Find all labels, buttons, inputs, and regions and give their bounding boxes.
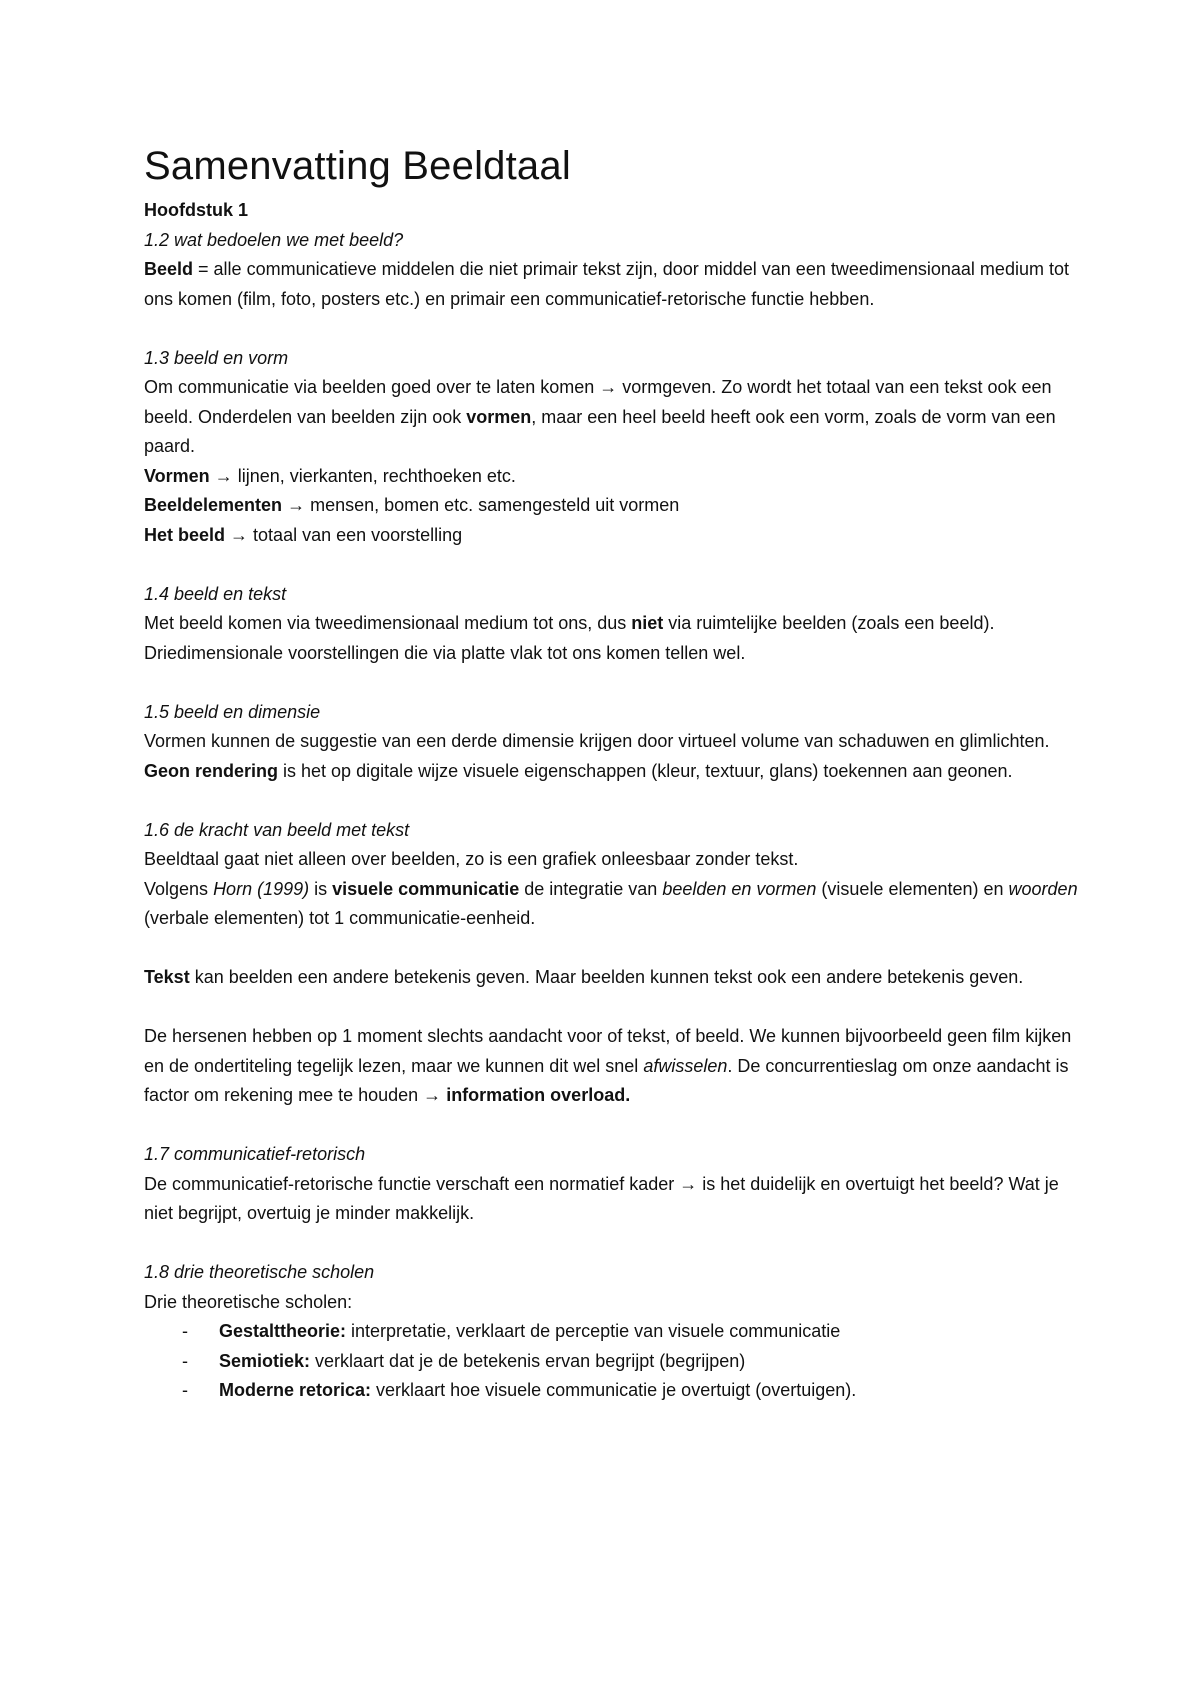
bold-term: Semiotiek:	[219, 1350, 311, 1371]
section-1-8-intro: Drie theoretische scholen:	[144, 1291, 353, 1312]
section-1-6-paragraph-2	[144, 875, 1080, 934]
text-run: Met beeld komen via tweedimensionaal medium tot ons, dus	[144, 613, 632, 633]
text-run: De hersenen hebben op 1 moment slechts aandacht voor of tekst, of beeld. We kunnen bijvoorbeeld geen film kijken en de ondertiteling tegelijk lezen, maar we kunnen dit wel snel	[144, 1026, 1072, 1076]
italic-term: Horn (1999)	[213, 878, 310, 899]
italic-term: woorden	[1008, 878, 1078, 899]
chapter-heading: Hoofdstuk 1	[144, 200, 249, 220]
text-run: interpretatie, verklaart de perceptie van visuele communicatie	[346, 1321, 841, 1341]
arrow-icon: →	[679, 1173, 698, 1194]
list-item	[144, 1347, 1080, 1377]
text-run: via ruimtelijke beelden (zoals een beeld). Driedimensionale voorstellingen die via platte vlak tot ons komen tellen wel.	[144, 613, 995, 663]
arrow-icon: →	[599, 377, 618, 397]
text-run: verklaart hoe visuele communicatie je overtuigt (overtuigen).	[371, 1380, 857, 1400]
bold-term: Moderne retorica:	[219, 1380, 372, 1400]
text-run: is	[309, 878, 333, 899]
list-item	[144, 1317, 1080, 1347]
dash-bullet: -	[182, 1321, 188, 1341]
text-run: De communicatief-retorische functie verschaft een normatief kader	[144, 1173, 680, 1194]
section-1-5-paragraph-1: Vormen kunnen de suggestie van een derde dimensie krijgen door virtueel volume van schaduwen en glimlichten.	[144, 731, 1050, 751]
definition-text: = alle communicatieve middelen die niet primair tekst zijn, door middel van een tweedimensionaal medium tot ons komen (film, foto, posters etc.) en primair een communicatief-retorische functie hebben.	[144, 259, 1069, 309]
text-run: lijnen, vierkanten, rechthoeken etc.	[232, 465, 516, 486]
section-1-8-heading: 1.8 drie theoretische scholen	[144, 1262, 375, 1282]
text-run: is het duidelijk en overtuigt het beeld? Wat je niet begrijpt, overtuig je minder makkelijk.	[144, 1173, 1059, 1223]
arrow-icon: →	[287, 495, 306, 515]
theory-list	[144, 1317, 1080, 1406]
section-1-7-paragraph	[144, 1170, 1080, 1229]
section-1-3-heading: 1.3 beeld en vorm	[144, 347, 289, 368]
dash-bullet: -	[182, 1380, 188, 1400]
bold-term: Beeldelementen	[144, 495, 283, 515]
text-run: , maar een heel beeld heeft ook een vorm, zoals de vorm van een paard.	[144, 406, 1056, 456]
bold-term: Gestalttheorie:	[219, 1321, 347, 1341]
section-1-4-paragraph	[144, 609, 1080, 668]
list-item	[144, 1376, 1080, 1406]
section-1-6-heading: 1.6 de kracht van beeld met tekst	[144, 819, 410, 840]
section-1-4-heading: 1.4 beeld en tekst	[144, 583, 287, 604]
text-run: mensen, bomen etc. samengesteld uit vormen	[305, 495, 680, 515]
arrow-icon: →	[214, 465, 233, 486]
term-beeld: Beeld	[144, 259, 194, 279]
bold-term: information overload.	[446, 1085, 631, 1105]
section-1-6-paragraph-3	[144, 963, 1080, 993]
section-1-6-paragraph-4	[144, 1022, 1080, 1111]
text-run: (verbale elementen) tot 1 communicatie-eenheid.	[144, 908, 536, 928]
text-run: vormgeven. Zo wordt het totaal van een tekst ook een beeld. Onderdelen van beelden zijn ook	[144, 377, 1052, 427]
bold-term: vormen	[466, 406, 532, 427]
bold-term: Tekst	[144, 967, 190, 987]
bold-term: niet	[631, 613, 664, 633]
section-1-2-heading: 1.2 wat bedoelen we met beeld?	[144, 229, 404, 250]
definition-line-beeldelementen	[144, 491, 1080, 521]
section-1-5-heading: 1.5 beeld en dimensie	[144, 701, 321, 722]
section-1-7-heading: 1.7 communicatief-retorisch	[144, 1144, 366, 1164]
text-run: Volgens	[144, 878, 214, 899]
text-run: is het op digitale wijze visuele eigenschappen (kleur, textuur, glans) toekennen aan geonen.	[278, 760, 1013, 781]
document-title: Samenvatting Beeldtaal	[144, 144, 571, 188]
dash-bullet: -	[182, 1350, 188, 1371]
bold-term: visuele communicatie	[332, 878, 520, 899]
italic-term: beelden en vormen	[662, 878, 817, 899]
section-1-3-paragraph	[144, 373, 1080, 462]
text-run: (visuele elementen) en	[816, 878, 1009, 899]
arrow-icon: →	[423, 1085, 442, 1105]
bold-term: Vormen	[144, 465, 210, 486]
text-run: . De concurrentieslag om onze aandacht is factor om rekening mee te houden	[144, 1055, 1069, 1105]
text-run: de integratie van	[519, 878, 663, 899]
definition-line-het-beeld	[144, 521, 1080, 551]
section-1-6-paragraph-1: Beeldtaal gaat niet alleen over beelden, zo is een grafiek onleesbaar zonder tekst.	[144, 849, 799, 869]
arrow-icon: →	[230, 524, 249, 545]
text-run: kan beelden een andere betekenis geven. Maar beelden kunnen tekst ook een andere betekenis geven.	[189, 967, 1024, 987]
text-run: Om communicatie via beelden goed over te laten komen	[144, 377, 600, 397]
bold-term: Geon rendering	[144, 760, 279, 781]
text-run: verklaart dat je de betekenis ervan begrijpt (begrijpen)	[310, 1350, 746, 1371]
text-run: totaal van een voorstelling	[248, 524, 463, 545]
italic-term: afwisselen	[643, 1055, 728, 1076]
section-1-5-paragraph-2	[144, 757, 1080, 787]
definition-line-vormen	[144, 462, 1080, 492]
section-1-2-paragraph	[144, 255, 1080, 314]
bold-term: Het beeld	[144, 524, 226, 545]
